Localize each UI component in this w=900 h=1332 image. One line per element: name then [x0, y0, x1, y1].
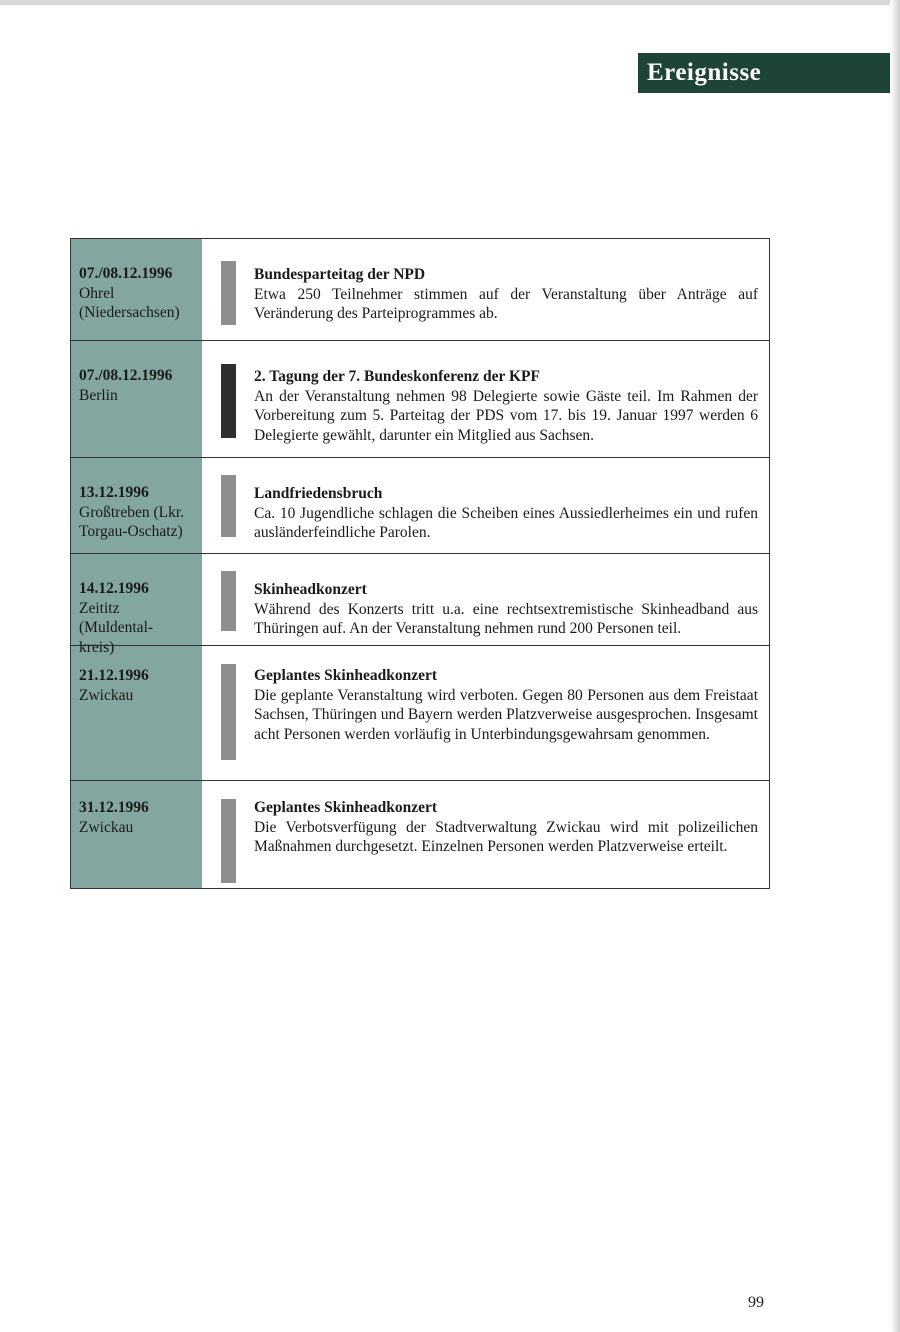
event-date: 14.12.1996 — [79, 580, 149, 597]
page-number: 99 — [748, 1294, 764, 1311]
event-place: Zwickau — [79, 686, 134, 704]
event-description — [254, 798, 758, 857]
event-place: Ohrel — [79, 284, 115, 302]
event-marker-bar — [221, 664, 236, 760]
event-description — [254, 484, 758, 543]
event-title: 2. Tagung der 7. Bundeskonferenz der KPF — [254, 368, 540, 385]
event-row — [71, 239, 769, 341]
top-rule — [0, 0, 900, 5]
event-body: Etwa 250 Teilnehmer stimmen auf der Veranstaltung über Anträge auf Veränderung des Parteiprogrammes ab. — [254, 285, 758, 322]
event-place: Berlin — [79, 386, 118, 404]
event-place: (Muldental- — [79, 619, 154, 636]
event-place: Zwickau — [79, 818, 134, 836]
event-title: Bundesparteitag der NPD — [254, 266, 426, 283]
event-place: kreis) — [79, 638, 115, 656]
event-description — [254, 580, 758, 639]
event-row — [71, 341, 769, 458]
event-body: An der Veranstaltung nehmen 98 Delegierte sowie Gäste teil. Im Rahmen der Vorbereitung zum 5. Parteitag der PDS vom 17. bis 19. Januar 1997 werden 6 Delegierte gewählt, darunter ein Mitglied aus Sachsen. — [254, 387, 758, 444]
page-edge-shadow — [890, 0, 900, 1332]
event-date-cell — [79, 666, 199, 705]
event-date-cell — [79, 366, 199, 405]
event-date: 31.12.1996 — [79, 799, 149, 816]
event-marker-bar — [221, 799, 236, 883]
event-description — [254, 367, 758, 445]
event-description — [254, 265, 758, 324]
event-date: 13.12.1996 — [79, 484, 149, 501]
event-place: Zeititz — [79, 599, 120, 617]
event-date-cell — [79, 798, 199, 837]
event-row — [71, 554, 769, 656]
event-row — [71, 781, 769, 888]
event-description — [254, 666, 758, 744]
event-marker-bar — [221, 475, 236, 537]
event-place: Großtreben (Lkr. — [79, 503, 185, 521]
event-marker-bar — [221, 364, 236, 438]
event-title: Geplantes Skinheadkonzert — [254, 799, 438, 816]
event-date-cell — [79, 483, 199, 542]
event-marker-bar — [221, 261, 236, 325]
event-place: (Niedersachsen) — [79, 304, 180, 321]
section-header-tab: Ereignisse — [638, 53, 890, 93]
event-title: Skinheadkonzert — [254, 581, 367, 598]
event-date: 07./08.12.1996 — [79, 367, 173, 384]
event-date: 21.12.1996 — [79, 667, 149, 684]
event-date: 07./08.12.1996 — [79, 265, 173, 282]
event-place: Torgau-Oschatz) — [79, 523, 183, 540]
event-body: Ca. 10 Jugendliche schlagen die Scheiben eines Aussiedlerheimes ein und rufen ausländerfeindliche Parolen. — [254, 504, 758, 541]
event-title: Geplantes Skinheadkonzert — [254, 667, 438, 684]
event-row — [71, 646, 769, 781]
event-body: Die geplante Veranstaltung wird verboten. Gegen 80 Personen aus dem Freistaat Sachsen, Thüringen und Bayern werden Platzverweise ausgesprochen. Insgesamt acht Personen werden vorläufig in Unterbindungsgewahrsam genommen. — [254, 686, 758, 743]
event-body: Während des Konzerts tritt u.a. eine rechtsextremistische Skinheadband aus Thüringen auf. An der Veranstaltung nehmen rund 200 Personen teil. — [254, 600, 758, 637]
event-body: Die Verbotsverfügung der Stadtverwaltung Zwickau wird mit polizeilichen Maßnahmen durchgesetzt. Einzelnen Personen werden Platzverweise erteilt. — [254, 818, 758, 855]
events-table — [70, 238, 770, 889]
event-marker-bar — [221, 571, 236, 631]
event-date-cell — [79, 264, 199, 323]
event-row — [71, 458, 769, 554]
event-title: Landfriedensbruch — [254, 485, 383, 502]
